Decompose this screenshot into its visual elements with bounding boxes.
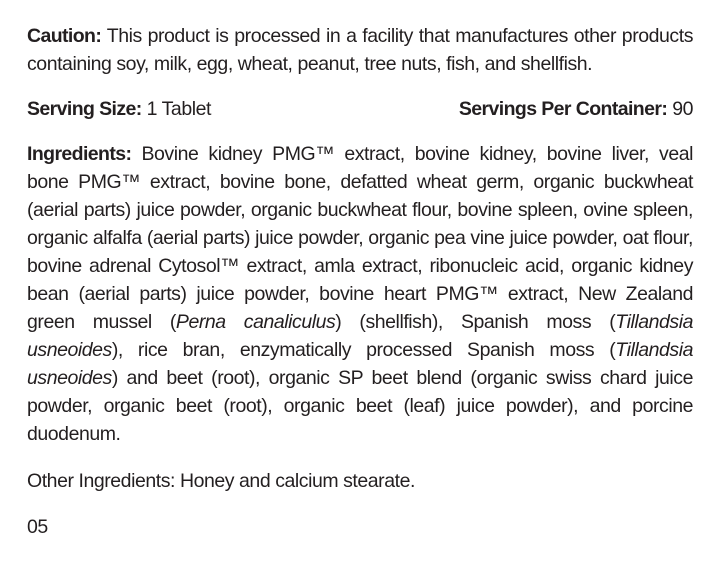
ingredients-text-4: ) and beet (root), organic SP beet blend (organic swiss chard juice powder, organic beet (root), organic beet (leaf) juice powder), and porcine duodenum. [27,367,693,445]
ingredients-species-2: Tillandsia usneoides [27,311,693,361]
caution-statement [27,22,693,78]
ingredients-species-1: Perna canaliculus [175,311,336,333]
servings-per-container-value: 90 [667,98,693,120]
ingredients-species-3: Tillandsia usneoides [27,339,693,389]
ingredients-list [27,140,693,448]
label-code: 05 [27,516,48,538]
serving-size-label: Serving Size: [27,98,142,120]
other-ingredients: Other Ingredients: Honey and calcium stearate. [27,470,415,492]
caution-text: This product is processed in a facility that manufactures other products containing soy, milk, egg, wheat, peanut, tree nuts, fish, and shellfish. [27,25,693,75]
label-text-panel [27,22,693,541]
serving-size [27,95,211,123]
servings-per-container-label: Servings Per Container: [458,98,668,120]
serving-size-value: 1 Tablet [141,98,211,120]
ingredients-text-1: Bovine kidney PMG™ extract, bovine kidney, bovine liver, veal bone PMG™ extract, bovine bone, defatted wheat germ, organic buckwheat (aerial parts) juice powder, organic buckwheat flour, bovine spleen, ovine spleen, organic alfalfa (aerial parts) juice powder, organic pea vine juice powder, oat flour, bovine adrenal Cytosol™ extract, amla extract, ribonucleic acid, organic kidney bean (aerial parts) juice powder, bovine heart PMG™ extract, New Zealand green mussel ( [27,143,693,333]
ingredients-label: Ingredients: [27,143,132,165]
ingredients-text-3: ), rice bran, enzymatically processed Spanish moss ( [111,339,616,361]
ingredients-text-2: ) (shellfish), Spanish moss ( [335,311,616,333]
caution-label: Caution: [27,25,102,47]
servings-per-container [459,95,693,123]
serving-info-row [27,95,693,123]
